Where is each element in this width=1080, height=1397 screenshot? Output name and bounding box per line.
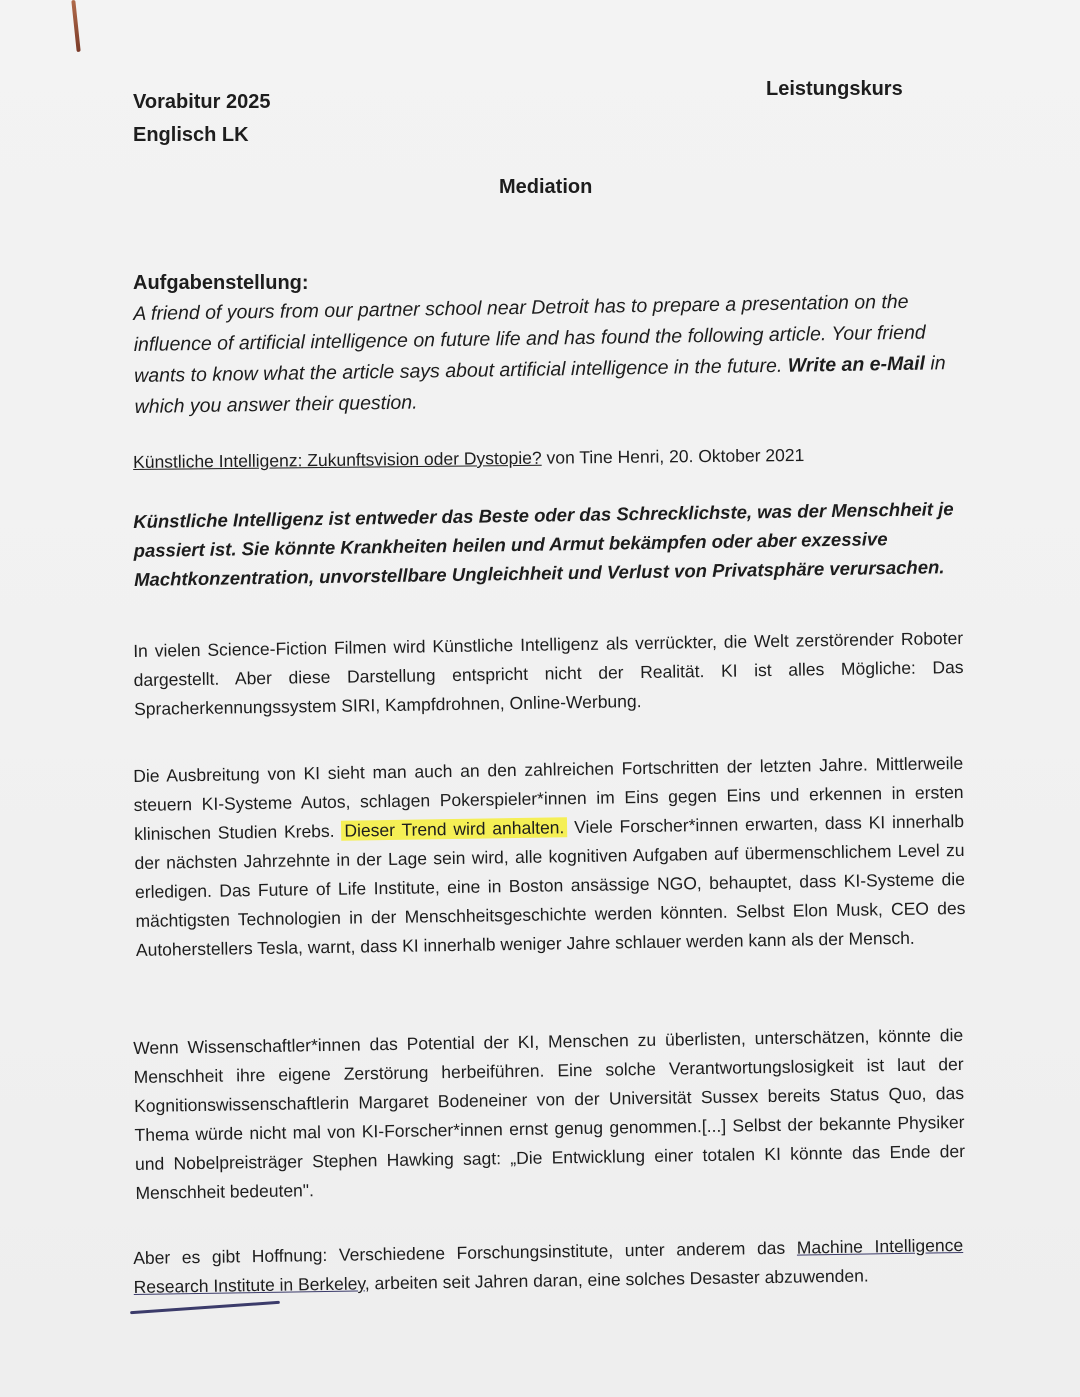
page-title: Mediation <box>499 176 593 198</box>
paragraph-2-end: Viele Forscher*innen erwarten, dass KI innerhalb der nächsten Jahrzehnte in der Lage sein wird, alle kognitiven Aufgaben auf übermenschlichem Level zu erledigen. Das Future of Life Institute, eine in Boston ansässige NGO, behauptet, dass KI-Systeme die mächtigsten Technologien in der Menschheitsgeschichte werden könnten. Selbst Elon Musk, CEO des Autoherstellers Tesla, warnt, dass KI innerhalb weniger Jahre schlauer werden kann als der Mensch. <box>134 810 966 960</box>
task-text <box>133 286 970 423</box>
article-paragraph-4 <box>133 1231 964 1302</box>
task-body: A friend of yours from our partner school near Detroit has to prepare a presentation on the influence of artificial intelligence on future life and has found the following article. Your friend wants to know what the article says about artificial intelligence in the future. <box>133 290 926 387</box>
highlighted-sentence: Dieser Trend wird anhalten. <box>341 817 567 841</box>
paragraph-2-start: Die Ausbreitung von KI sieht man auch an den zahlreichen Fortschritten der letzten Jahre. Mittlerweile steuern KI-Systeme Autos, schlagen Pokerspieler*innen im Eins gegen Eins und erkennen in ersten klinischen Studien Krebs. <box>133 752 964 844</box>
underlined-institute: Machine Intelligence Research Institute in Berkeley <box>133 1234 964 1297</box>
header-left <box>133 86 270 152</box>
header-exam: Vorabitur 2025 <box>133 91 271 113</box>
task-heading: Aufgabenstellung: <box>133 272 309 294</box>
pen-stroke <box>130 1301 280 1314</box>
header-course: Leistungskurs <box>766 78 903 100</box>
article-title: Künstliche Intelligenz: Zukunftsvision oder Dystopie? <box>133 447 542 472</box>
paragraph-4-start: Aber es gibt Hoffnung: Verschiedene Forschungsinstitute, unter anderem das <box>133 1237 786 1268</box>
article-paragraph-1: In vielen Science-Fiction Filmen wird Künstliche Intelligenz als verrückter, die Welt zerstörender Roboter dargestellt. Aber diese Darstellung entspricht nicht der Realität. KI ist alles Mögliche: Das Spracherkennungssystem SIRI, Kampfdrohnen, Online-Werbung. <box>133 627 964 719</box>
article-paragraph-3: Wenn Wissenschaftler*innen das Potential der KI, Menschen zu überlisten, unterschätzen, könnte die Menschheit ihre eigene Zerstörung herbeiführen. Eine solche Verantwortungslosigkeit ist laut der Kognitionswissenschaftlerin Margaret Bodeneiner von der Universität Sussex bereits Status Quo, das Thema würde nicht mal von KI-Forscher*innen ernst genug genommen.[...] Selbst der bekannte Physiker und Nobelpreisträger Stephen Hawking sagt: „Die Entwicklung einer totalen KI könnte das Ende der Menschheit bedeuten". <box>133 1024 966 1203</box>
task-instruction-tail: in which you answer their question. <box>134 352 946 418</box>
article-lead: Künstliche Intelligenz ist entweder das Beste oder das Schrecklichste, was der Menschheit je passiert ist. Sie könnte Krankheiten heilen und Armut bekämpfen oder aber exzessive Machtkonzentration, unvorstellbare Ungleichheit und Verlust von Privatsphäre verursachen. <box>133 498 954 590</box>
article-byline: von Tine Henri, 20. Oktober 2021 <box>546 444 805 468</box>
header-subject: Englisch LK <box>133 124 249 146</box>
task-instruction: Write an e-Mail <box>787 352 926 377</box>
paragraph-4-end: , arbeiten seit Jahren daran, eine solches Desaster abzuwenden. <box>364 1265 869 1294</box>
article-paragraph-2 <box>133 749 966 965</box>
pen-mark <box>71 0 80 52</box>
article-reference <box>133 445 804 473</box>
